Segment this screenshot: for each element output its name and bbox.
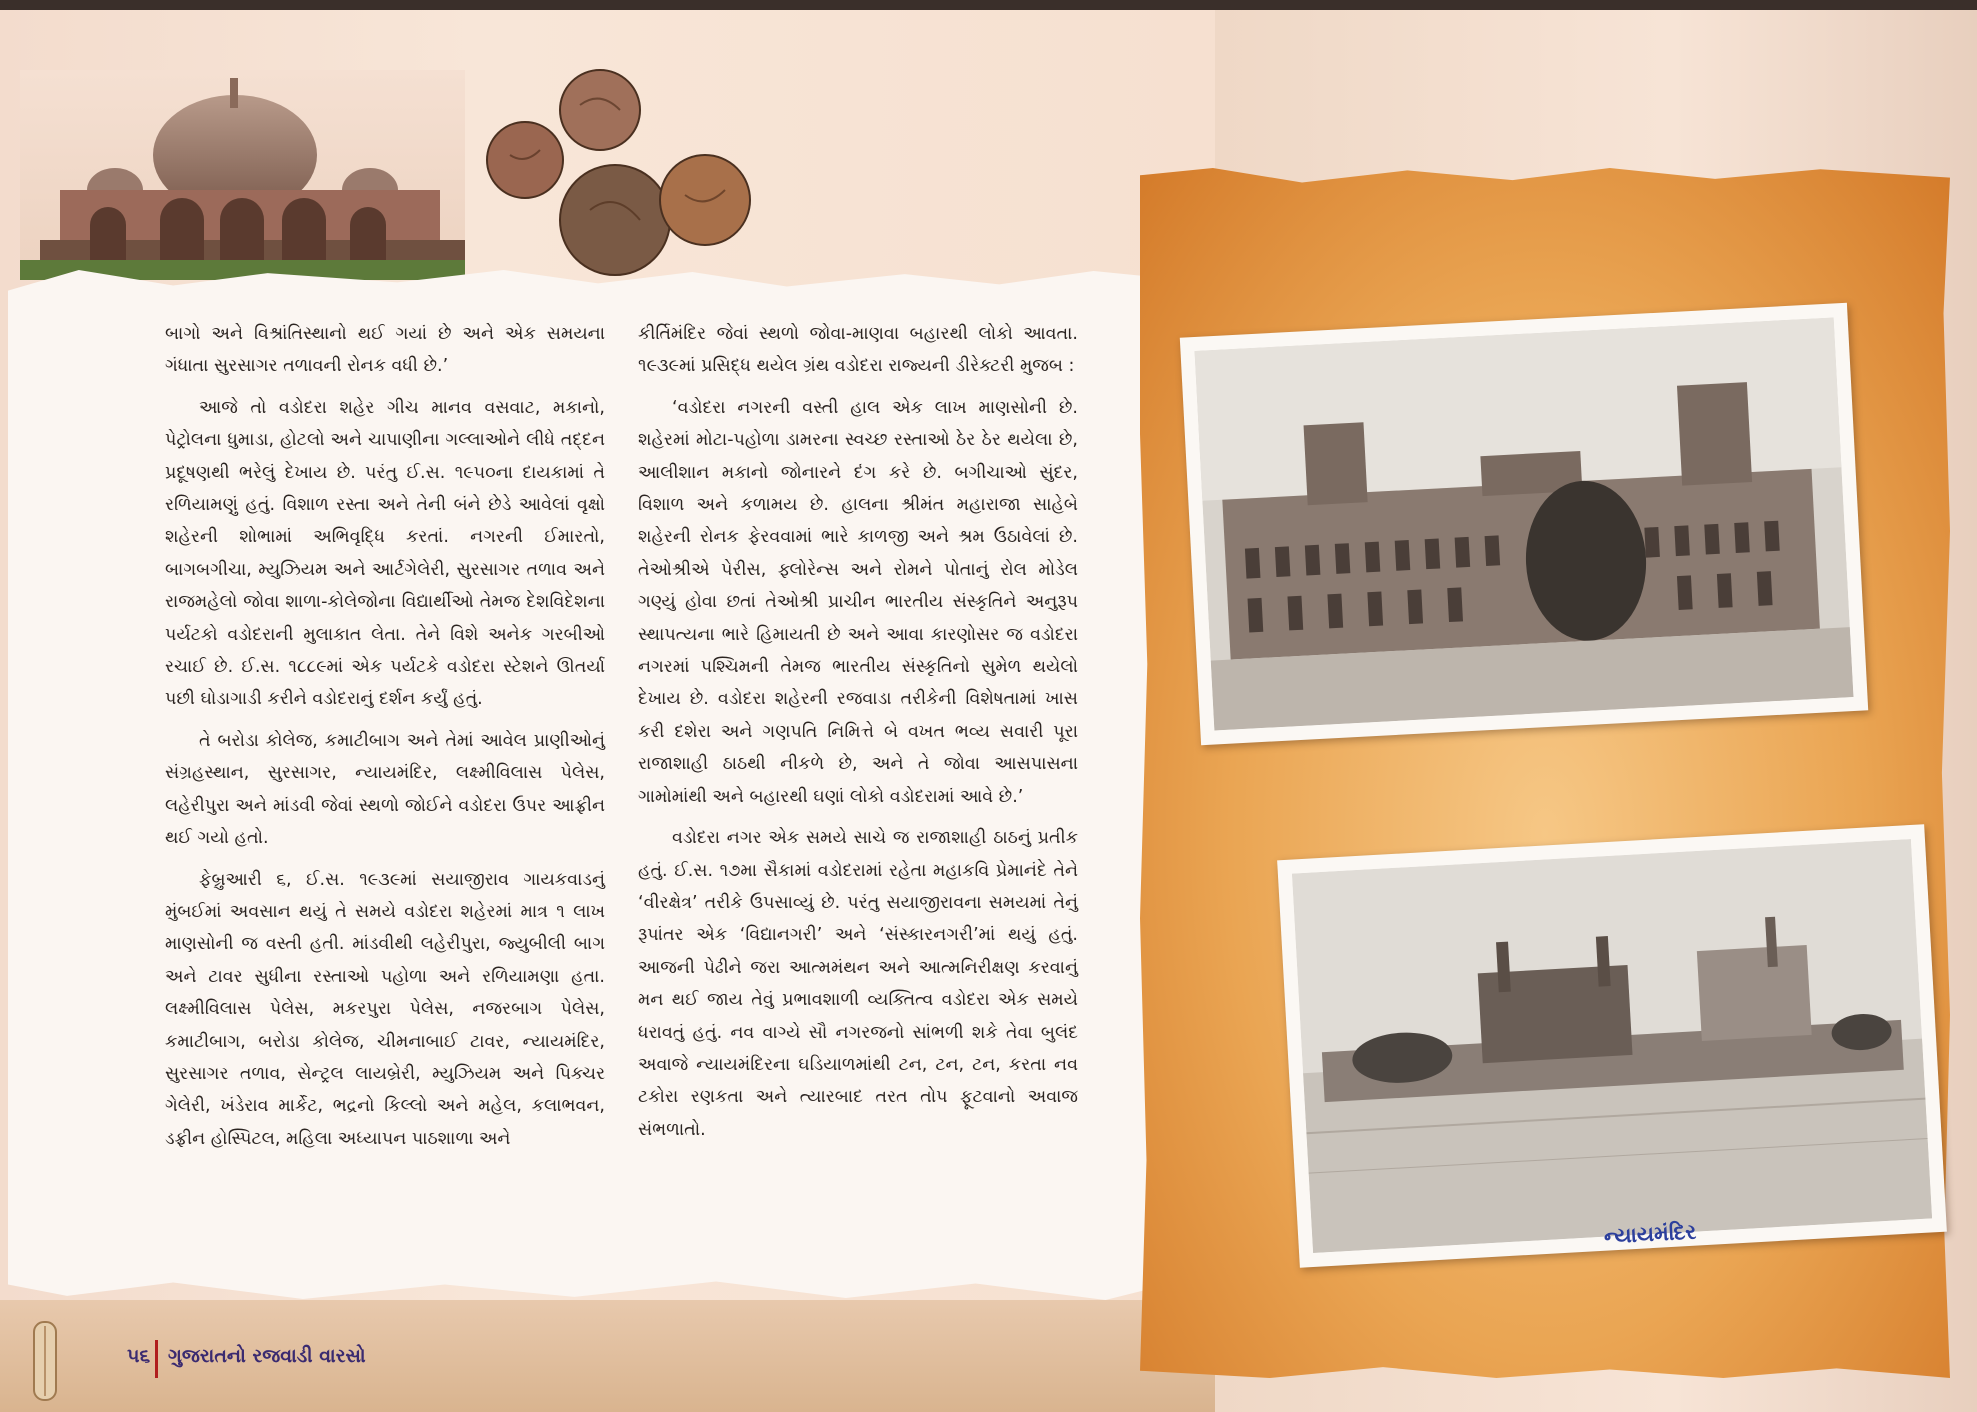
left-text-column (165, 318, 605, 1164)
palace-photo (1180, 303, 1868, 745)
right-text-column (638, 318, 1078, 1155)
paragraph: ફેબ્રુઆરી ૬, ઈ.સ. ૧૯૩૯માં સયાજીરાવ ગાયકવાડનું મુંબઈમાં અવસાન થયું તે સમયે વડોદરા શહેરમાં માત્ર ૧ લાખ માણસોની જ વસ્તી હતી. માંડવીથી લહેરીપુરા, જ્યુબીલી બાગ અને ટાવર સુધીના રસ્તાઓ પહોળા અને રળિયામણા હતા. લક્ષ્મીવિલાસ પેલેસ, મકરપુરા પેલેસ, નજરબાગ પેલેસ, કમાટીબાગ, બરોડા કોલેજ, ચીમનાબાઈ ટાવર, ન્યાયમંદિર, સુરસાગર તળાવ, સેન્ટ્રલ લાયબ્રેરી, મ્યુઝિયમ અને પિક્ચર ગેલેરી, ખંડેરાવ માર્કેટ, ભદ્રનો કિલ્લો અને મહેલ, કલાભવન, ડફ્રીન હોસ્પિટલ, મહિલા અધ્યાપન પાઠશાળા અને (165, 869, 605, 1149)
photo-caption: ન્યાયમંદિર (1603, 1219, 1697, 1249)
domed-building-photo (20, 70, 465, 280)
book-title: ગુજરાતનો રજવાડી વારસો (168, 1345, 366, 1367)
paragraph: કીર્તિમંદિર જેવાં સ્થળો જોવા-માણવા બહારથી લોકો આવતા. ૧૯૩૯માં પ્રસિદ્ધ થયેલ ગ્રંથ વડોદરા રાજ્યની ડીરેક્ટરી મુજબ : (638, 324, 1078, 377)
paragraph: બાગો અને વિશ્રાંતિસ્થાનો થઈ ગયાં છે અને એક સમયના ગંધાતા સુરસાગર તળાવની રોનક વધી છે.’ (165, 324, 605, 377)
paragraph: વડોદરા નગર એક સમયે સાચે જ રાજાશાહી ઠાઠનું પ્રતીક હતું. ઈ.સ. ૧૭મા સૈકામાં વડોદરામાં રહેતા મહાકવિ પ્રેમાનંદે તેને ‘વીરક્ષેત્ર’ તરીકે ઉપસાવ્યું છે. પરંતુ સયાજીરાવના સમયમાં તેનું રૂપાંતર એક ‘વિદ્યાનગરી’ અને ‘સંસ્કારનગરી’માં થયું હતું. આજની પેઢીને જરા આત્મમંથન અને આત્મનિરીક્ષણ કરવાનું મન થઈ જાય તેવું પ્રભાવશાળી વ્યક્તિત્વ વડોદરા એક સમયે ધરાવતું હતું. નવ વાગ્યે સૌ નગરજનો સાંભળી શકે તેવા બુલંદ અવાજે ન્યાયમંદિરના ઘડિયાળમાંથી ટન, ટન, ટન, કરતા નવ ટકોરા રણકતા અને ત્યારબાદ તરત તોપ ફૂટવાનો અવાજ સંભળાતો. (638, 828, 1078, 1140)
paragraph: તે બરોડા કોલેજ, કમાટીબાગ અને તેમાં આવેલ પ્રાણીઓનું સંગ્રહસ્થાન, સુરસાગર, ન્યાયમંદિર, લક્ષ્મીવિલાસ પેલેસ, લહેરીપુરા અને માંડવી જેવાં સ્થળો જોઈને વડોદરા ઉપર આફ્રીન થઈ ગયો હતો. (165, 730, 605, 849)
page-number: ૫૬ (127, 1345, 151, 1367)
footer-divider (155, 1340, 158, 1378)
paragraph: આજે તો વડોદરા શહેર ગીચ માનવ વસવાટ, મકાનો, પેટ્રોલના ધુમાડા, હોટલો અને ચાપાણીના ગલ્લાઓને લીધે તદ્દન પ્રદૂષણથી ભરેલું દેખાય છે. પરંતુ ઈ.સ. ૧૯૫૦ના દાયકામાં તે રળિયામણું હતું. વિશાળ રસ્તા અને તેની બંને છેડે આવેલાં વૃક્ષો શહેરની શોભામાં અભિવૃદ્ધિ કરતાં. નગરની ઈમારતો, બાગબગીચા, મ્યુઝિયમ અને આર્ટગેલેરી, સુરસાગર તળાવ અને રાજમહેલો જોવા શાળા-કોલેજોના વિદ્યાર્થીઓ તેમજ દેશવિદેશના પર્યટકો વડોદરાની મુલાકાત લેતા. તેને વિશે અનેક ગરબીઓ રચાઈ છે. ઈ.સ. ૧૮૮૯માં એક પર્યટકે વડોદરા સ્ટેશને ઊતર્યા પછી ઘોડાગાડી કરીને વડોદરાનું દર્શન કર્યું હતું. (165, 397, 605, 710)
scroll-ornament-icon (28, 1318, 62, 1404)
top-edge (0, 0, 1977, 10)
quote-paragraph: ‘વડોદરા નગરની વસ્તી હાલ એક લાખ માણસોની છે. શહેરમાં મોટા-પહોળા ડામરના સ્વચ્છ રસ્તાઓ ઠેર ઠેર થયેલા છે, આલીશાન મકાનો જોનારને દંગ કરે છે. બગીચાઓ સુંદર, વિશાળ અને કળામય છે. હાલના શ્રીમંત મહારાજા સાહેબે શહેરની રોનક ફેરવવામાં ભારે કાળજી અને શ્રમ ઉઠાવેલાં છે. તેઓશ્રીએ પેરીસ, ફ્લોરેન્સ અને રોમને પોતાનું રોલ મોડેલ ગણ્યું હોવા છતાં તેઓશ્રી પ્રાચીન ભારતીય સંસ્કૃતિને અનુરૂપ સ્થાપત્યના ભારે હિમાયતી છે અને આવા કારણોસર જ વડોદરા નગરમાં પશ્ચિમની તેમજ ભારતીય સંસ્કૃતિનો સુમેળ થયેલો દેખાય છે. વડોદરા શહેરની રજવાડા તરીકેની વિશેષતામાં ખાસ કરી દશેરા અને ગણપતિ નિમિત્તે બે વખત ભવ્ય સવારી પૂરા રાજાશાહી ઠાઠથી નીકળે છે, અને તે જોવા આસપાસના ગામોમાંથી અને બહારથી ઘણાં લોકો વડોદરામાં આવે છે.’ (638, 397, 1078, 807)
nyaymandir-photo (1277, 824, 1947, 1268)
coins-photo (485, 60, 775, 285)
